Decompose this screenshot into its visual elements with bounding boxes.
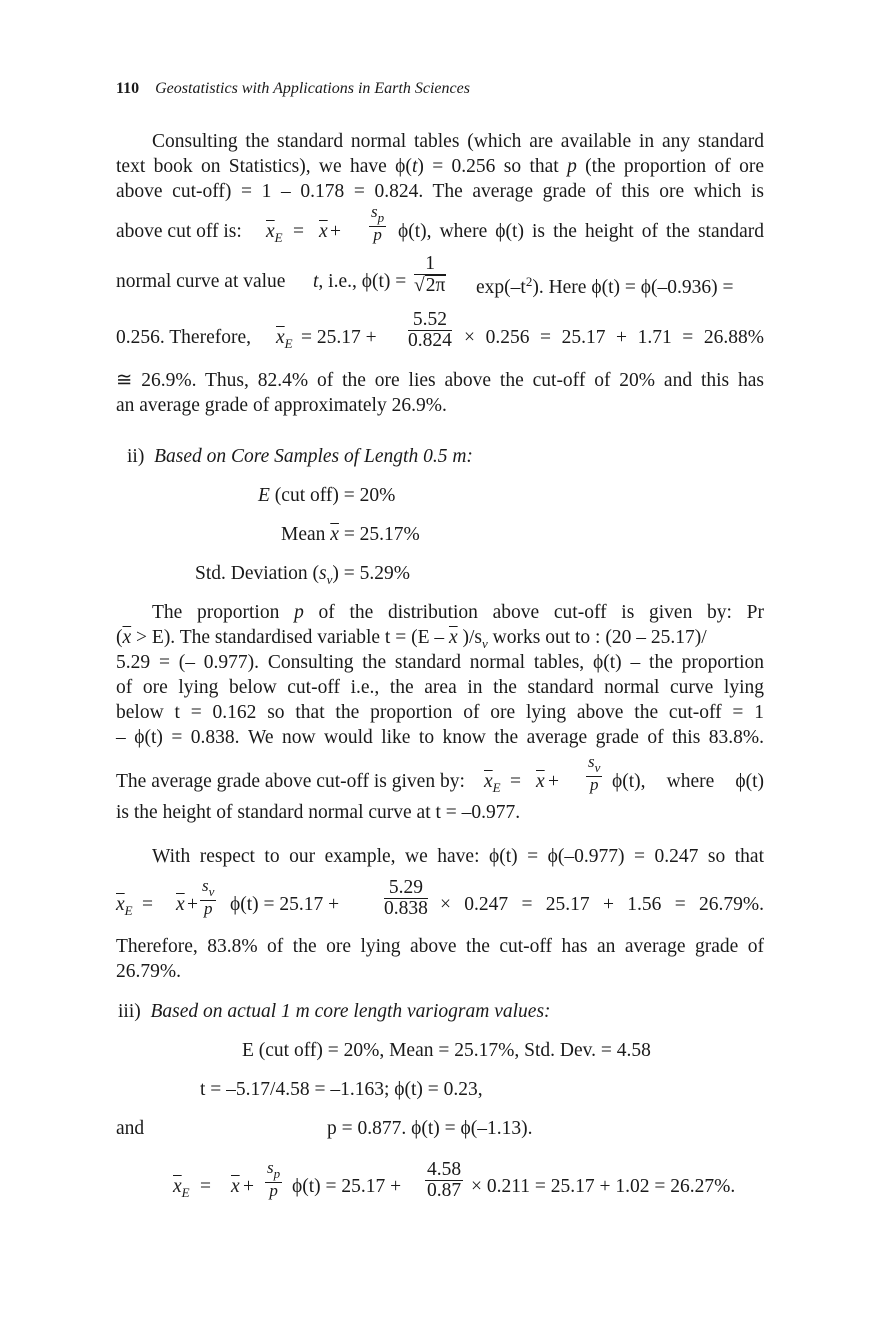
para2-line1: The proportion p of the distribution above cut-off is given by: Pr [152,602,765,623]
para3-equation: $\overline{x}_E$ = $\overline{x}$ + $\frac{s_v}{p}$ ϕ(t) = 25.17 + $\frac{5.29}{0.838}$ × 0.247 = 25.17 + 1.56 = 26.79%. [116,876,764,919]
para1-line2: text book on Statistics), we have ϕ(t) = 0.256 so that p (the proportion of ore [116,156,764,177]
section2-heading: ii) Based on Core Samples of Length 0.5 m: [127,446,473,467]
para1-line6: 0.256. Therefore, $\overline{x}_E$ = 25.17 + $\frac{5.52}{0.824}$ × 0.256 = 25.17 + 1.71 = 26.88% [116,309,764,351]
section3-heading: iii) Based on actual 1 m core length variogram values: [118,1001,551,1022]
section2-cutoff: E (cut off) = 20% [258,485,396,506]
section3-and: and [116,1118,145,1139]
para1-line7: ≅ 26.9%. Thus, 82.4% of the ore lies above the cut-off of 20% and this has [116,370,764,391]
running-header [116,80,470,98]
para1-line3: above cut-off) = 1 – 0.178 = 0.824. The average grade of this ore which is [116,181,764,202]
para2-line6: – ϕ(t) = 0.838. We now would like to know the average grade of this 83.8%. [116,727,764,748]
section3-line2: t = –5.17/4.58 = –1.163; ϕ(t) = 0.23, [200,1079,483,1100]
fraction-552-over-0824: $\frac{5.52}{0.824}$ [408,309,452,351]
xbar: $\overline{x}$ [319,221,328,242]
page-number: 110 [116,80,140,97]
para1-line8: an average grade of approximately 26.9%. [116,395,447,416]
para3-line4: 26.79%. [116,961,181,982]
para1-line5: normal curve at value t, i.e., ϕ(t) = $\frac{1}{√2\pi}$ $\exp(-t^2)$. Here ϕ(t) = ϕ(–0.936) = [116,253,734,298]
book-title: Geostatistics with Applications in Earth Sciences [155,80,470,97]
section3-equation: $\overline{x}_E$ = $\overline{x}$ + $\frac{s_p}{p}$ ϕ(t) = 25.17 + $\frac{4.58}{0.87}$ × 0.211 = 25.17 + 1.02 = 26.27%. [173,1158,736,1201]
fraction-sp-over-p: $\frac{s_p}{p}$ [371,202,385,244]
fraction-one-over-sqrt-2pi: $\frac{1}{√2\pi}$ [414,253,446,296]
xbar-e: $\overline{x}_E$ [266,221,283,245]
fraction-458-over-087: $\frac{4.58}{0.87}$ [427,1159,462,1201]
para2-line7: The average grade above cut-off is given by: $\overline{x}_E$ = $\overline{x}$ + $\frac{s_v}{p}$ ϕ(t), where ϕ(t) [116,752,764,795]
fraction-sv-over-p: $\frac{s_v}{p}$ [588,752,601,794]
fraction-529-over-0838: $\frac{5.29}{0.838}$ [384,877,428,919]
fraction-sp-over-p: $\frac{s_p}{p}$ [267,1158,281,1200]
para2-line3: 5.29 = (– 0.977). Consulting the standard normal tables, ϕ(t) – the proportion [116,652,764,673]
para2-line5: below t = 0.162 so that the proportion of ore lying above the cut-off = 1 [116,702,764,723]
section2-std: Std. Deviation $(s_v) = 5.29\%$ [195,563,411,587]
para2-line2: $(\overline{x} > E)$. The standardised variable $t = (E - \overline{x}$ )$/s_v$ works out to : (20 – 25.17)/ [116,627,707,651]
section3-line1: E (cut off) = 20%, Mean = 25.17%, Std. Dev. = 4.58 [242,1040,651,1061]
para2-line4: of ore lying below cut-off i.e., the area in the standard normal curve lying [116,677,764,698]
section2-mean: Mean $\overline{x} = 25.17\%$ [281,524,420,545]
para2-line8: is the height of standard normal curve at t = –0.977. [116,802,521,823]
fraction-sv-over-p: $\frac{s_v}{p}$ [202,876,215,918]
para1-line4: above cut off is: $\overline{x}_E$ = $\overline{x}$ + $\frac{s_p}{p}$ ϕ(t), where ϕ(t) is the height of the standard [116,210,764,254]
section3-line3: p = 0.877. ϕ(t) = ϕ(–1.13). [327,1118,533,1139]
para3-line1: With respect to our example, we have: ϕ(t) = ϕ(–0.977) = 0.247 so that [152,846,764,867]
para3-line3: Therefore, 83.8% of the ore lying above the cut-off has an average grade of [116,936,764,957]
para1-line1: Consulting the standard normal tables (which are available in any standard [152,131,764,152]
